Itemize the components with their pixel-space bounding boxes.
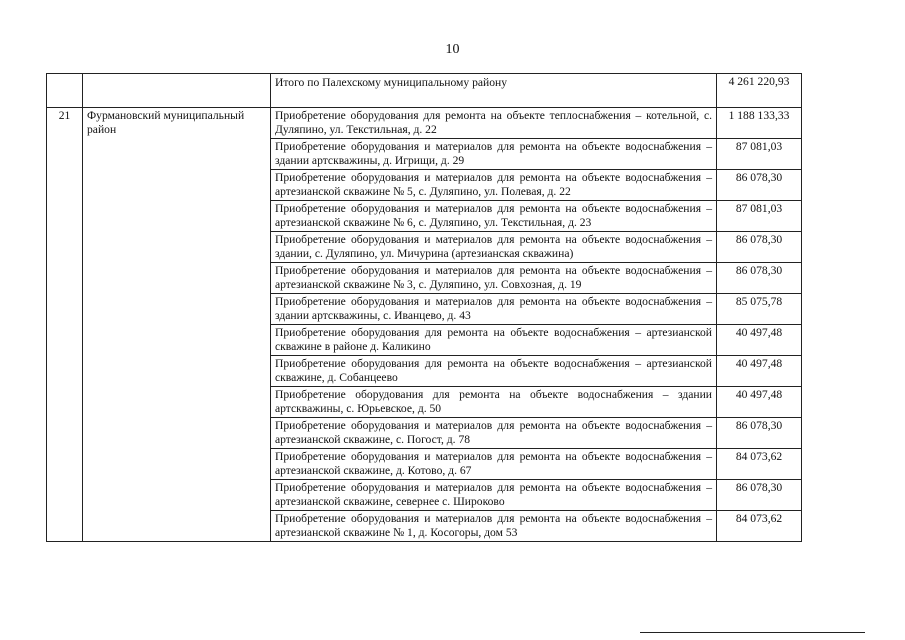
row-description: Приобретение оборудования и материалов для ремонта на объекте водоснабжения – артезианской скважине № 5, с. Дуляпино, ул. Полевая, д. 22	[271, 170, 717, 201]
row-description: Приобретение оборудования и материалов для ремонта на объекте водоснабжения – здании артскважины, д. Игрищи, д. 29	[271, 139, 717, 170]
row-amount: 86 078,30	[717, 480, 802, 511]
row-amount: 85 075,78	[717, 294, 802, 325]
total-row-number	[47, 74, 83, 108]
row-description: Приобретение оборудования и материалов для ремонта на объекте водоснабжения – здании, с. Дуляпино, ул. Мичурина (артезианская скважина)	[271, 232, 717, 263]
row-description: Приобретение оборудования и материалов для ремонта на объекте водоснабжения – артезианской скважине № 6, с. Дуляпино, ул. Текстильная, д. 23	[271, 201, 717, 232]
row-description: Приобретение оборудования и материалов для ремонта на объекте водоснабжения – здании артскважины, с. Иванцево, д. 43	[271, 294, 717, 325]
row-description: Приобретение оборудования и материалов для ремонта на объекте водоснабжения – артезианской скважине № 3, с. Дуляпино, ул. Совхозная, д. 19	[271, 263, 717, 294]
row-amount: 86 078,30	[717, 263, 802, 294]
row-description: Приобретение оборудования и материалов для ремонта на объекте водоснабжения – артезианской скважине, д. Котово, д. 67	[271, 449, 717, 480]
row-amount: 40 497,48	[717, 356, 802, 387]
row-description: Приобретение оборудования для ремонта на объекте теплоснабжения – котельной, с. Дуляпино, ул. Текстильная, д. 22	[271, 108, 717, 139]
row-description: Приобретение оборудования для ремонта на объекте водоснабжения – артезианской скважине, д. Собанцеево	[271, 356, 717, 387]
row-description: Приобретение оборудования и материалов для ремонта на объекте водоснабжения – артезианской скважине, с. Погост, д. 78	[271, 418, 717, 449]
total-row-municipality	[83, 74, 271, 108]
footer-rule	[640, 632, 865, 633]
funding-table-body	[47, 74, 802, 542]
row-description: Приобретение оборудования для ремонта на объекте водоснабжения – артезианской скважине в районе д. Каликино	[271, 325, 717, 356]
section-number: 21	[47, 108, 83, 542]
total-row-label: Итого по Палехскому муниципальному району	[271, 74, 717, 108]
row-amount: 87 081,03	[717, 201, 802, 232]
row-amount: 86 078,30	[717, 170, 802, 201]
row-amount: 86 078,30	[717, 232, 802, 263]
total-row	[47, 74, 802, 108]
row-description: Приобретение оборудования и материалов для ремонта на объекте водоснабжения – артезианской скважине, севернее с. Широково	[271, 480, 717, 511]
row-amount: 87 081,03	[717, 139, 802, 170]
row-description: Приобретение оборудования и материалов для ремонта на объекте водоснабжения – артезианской скважине № 1, д. Косогоры, дом 53	[271, 511, 717, 542]
page-number: 10	[445, 42, 460, 57]
row-amount: 84 073,62	[717, 511, 802, 542]
total-row-amount: 4 261 220,93	[717, 74, 802, 108]
row-amount: 40 497,48	[717, 387, 802, 418]
table-row	[47, 108, 802, 139]
row-amount: 1 188 133,33	[717, 108, 802, 139]
section-municipality: Фурмановский муниципальный район	[83, 108, 271, 542]
row-amount: 40 497,48	[717, 325, 802, 356]
funding-table	[46, 73, 802, 542]
row-amount: 86 078,30	[717, 418, 802, 449]
row-amount: 84 073,62	[717, 449, 802, 480]
row-description: Приобретение оборудования для ремонта на объекте водоснабжения – здании артскважины, с. Юрьевское, д. 50	[271, 387, 717, 418]
